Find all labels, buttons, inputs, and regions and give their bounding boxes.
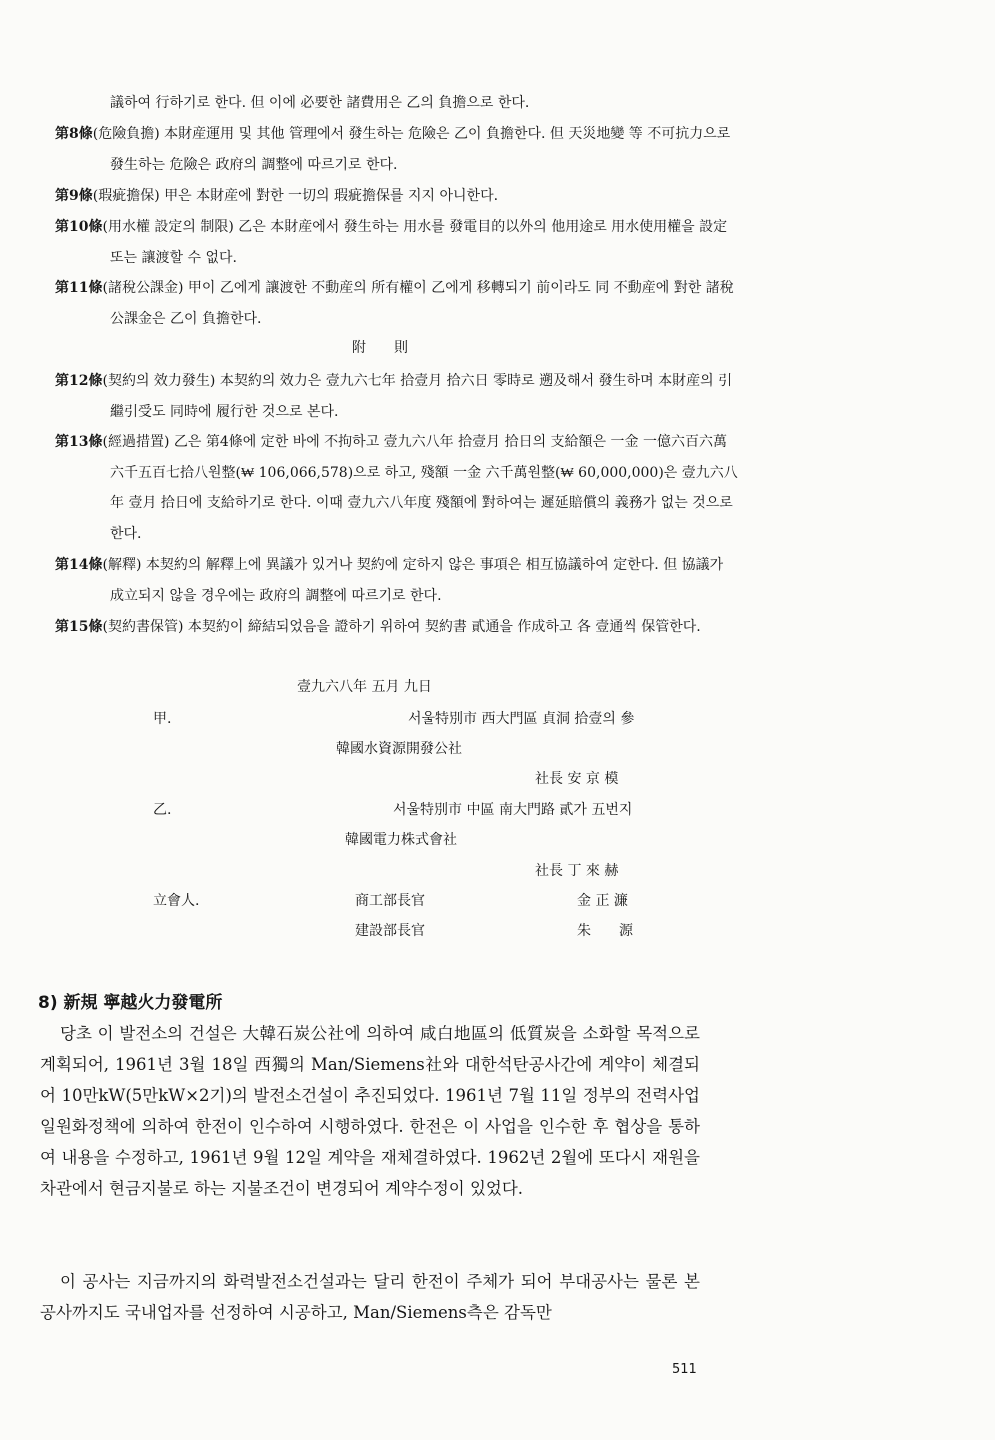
article-14 [55, 550, 740, 611]
article-label: 第14條 [55, 557, 103, 573]
article-label: 第8條 [55, 126, 93, 142]
party-a-address: 서울特別市 西大門區 貞洞 拾壹의 參 [408, 711, 635, 727]
article-15 [55, 612, 740, 643]
witness-role-1: 商工部長官 [355, 893, 425, 909]
article-text: 議하여 行하기로 한다. 但 이에 必要한 諸費用은 乙의 負擔으로 한다. [110, 95, 530, 111]
witness-name-1: 金 正 濂 [577, 893, 628, 909]
article-label: 第9條 [55, 188, 93, 204]
article-label: 第11條 [55, 280, 103, 296]
article-12 [55, 366, 740, 427]
article-label: 第10條 [55, 219, 103, 235]
article-text: (諸稅公課金) 甲이 乙에게 讓渡한 不動産의 所有權이 乙에게 移轉되기 前이라도 同 不動産에 對한 諸稅公課金은 乙이 負擔한다. [102, 280, 734, 327]
party-b-rep: 社長 丁 來 赫 [535, 863, 619, 879]
article-9 [55, 181, 740, 212]
party-a-rep: 社長 安 京 模 [535, 771, 619, 787]
section-paragraph: 당초 이 발전소의 건설은 大韓石炭公社에 의하여 咸白地區의 低質炭을 소화할 목적으로 계획되어, 1961년 3월 18일 西獨의 Man/Siemens社와 대한석탄공사간에 계약이 체결되어 10만kW(5만kW×2기)의 발전소건설이 추진되었다. 1961년 7월 11일 정부의 전력사업 일원화정책에 의하여 한전이 인수하여 시행하였다. 한전은 이 사업을 인수한 후 협상을 통하여 내용을 수정하고, 1961년 9월 12일 계약을 재체결하였다. 1962년 2월에 또다시 재원을 차관에서 현금지불로 하는 지불조건이 변경되어 계약수정이 있었다. [40, 1024, 700, 1198]
party-a-org: 韓國水資源開發公社 [336, 741, 462, 757]
witness-role-2: 建設部長官 [355, 923, 425, 939]
article-text: (瑕疵擔保) 甲은 本財産에 對한 一切의 瑕疵擔保를 지지 아니한다. [92, 188, 499, 204]
article-13 [55, 427, 740, 549]
article-label: 第13條 [55, 434, 103, 450]
section-paragraph: 이 공사는 지금까지의 화력발전소건설과는 달리 한전이 주체가 되어 부대공사는 물론 본공사까지도 국내업자를 선정하여 시공하고, Man/Siemens측은 감독만 [40, 1272, 700, 1322]
party-b-address: 서울特別市 中區 南大門路 貳가 五번지 [393, 802, 633, 818]
article-8 [55, 119, 740, 180]
article-text: (契約書保管) 本契約이 締結되었음을 證하기 위하여 契約書 貳通을 作成하고 各 壹通씩 保管한다. [102, 619, 701, 635]
article-11 [55, 273, 740, 334]
signing-date: 壹九六八年 五月 九日 [297, 679, 432, 695]
article-text: (契約의 效力發生) 本契約의 效力은 壹九六七年 拾壹月 拾六日 零時로 遡及해서 發生하며 本財産의 引繼引受도 同時에 履行한 것으로 본다. [102, 373, 733, 420]
party-a-marker: 甲. [153, 711, 172, 727]
article-text: (危險負擔) 本財産運用 및 其他 管理에서 發生하는 危險은 乙이 負擔한다. 但 天災地變 等 不可抗力으로 發生하는 危險은 政府의 調整에 따르기로 한다. [92, 126, 731, 173]
article-text: (用水權 設定의 制限) 乙은 本財産에서 發生하는 用水를 發電目的以外의 他用途로 用水使用權을 設定 또는 讓渡할 수 없다. [102, 219, 728, 266]
witness-marker: 立會人. [153, 893, 200, 909]
article-continuation [55, 88, 740, 119]
party-b-org: 韓國電力株式會社 [345, 832, 457, 848]
article-text: (解釋) 本契約의 解釋上에 異議가 있거나 契約에 定하지 않은 事項은 相互協議하여 定한다. 但 協議가 成立되지 않을 경우에는 政府의 調整에 따르기로 한다. [102, 557, 724, 604]
section-heading: 8) 新規 寧越火力發電所 [38, 993, 223, 1013]
annex-title: 附 則 [352, 340, 408, 356]
witness-name-2: 朱 源 [577, 923, 633, 939]
article-10 [55, 212, 740, 273]
page-number: 511 [672, 1362, 697, 1377]
party-b-marker: 乙. [153, 802, 172, 818]
article-text: (經過措置) 乙은 第4條에 定한 바에 不拘하고 壹九六八年 拾壹月 拾日의 支給額은 一金 一億六百六萬六千五百七拾八원整(₩ 106,066,578)으로 하고, 殘額 一金 六千萬원整(₩ 60,000,000)은 壹九六八年 壹月 拾日에 支給하기로 한다. 이때 壹九六八年度 殘額에 對하여는 遲延賠償의 義務가 없는 것으로 한다. [102, 434, 738, 542]
article-label: 第12條 [55, 373, 103, 389]
article-label: 第15條 [55, 619, 103, 635]
